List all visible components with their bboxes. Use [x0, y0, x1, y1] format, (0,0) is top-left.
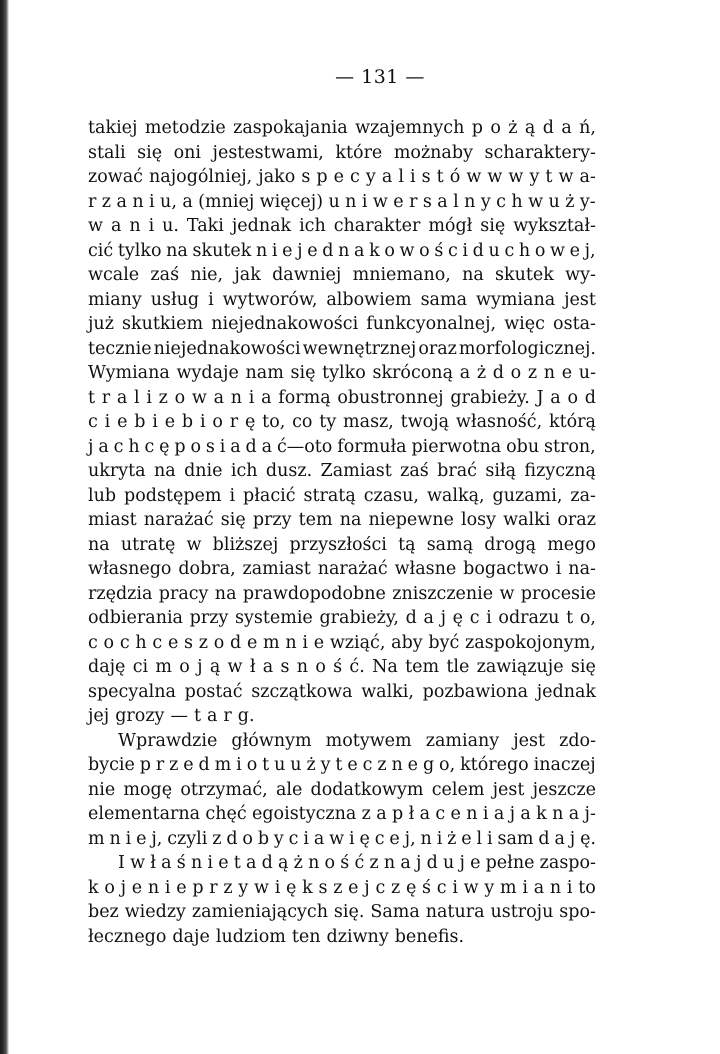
text-line: lub podstępem i płacić stratą czasu, walką, guzami, za- [88, 485, 596, 506]
text-line: elementarna chęć egoistyczna z a p ł a c e n i a j a k n a j- [88, 804, 596, 824]
text-line: wcale zaś nie, jak dawniej mniemano, na skutek wy- [88, 265, 596, 285]
text-line: t r a l i z o w a n i a formą obustronnej grabieży. J a o d [88, 387, 596, 408]
text-line: I w ł a ś n i e t a d ą ż n o ś ć z n a j d u j e pełne zaspo- [118, 853, 596, 873]
text-line: rzędzia pracy na prawdopodobne zniszczenie w procesie [88, 583, 596, 604]
text-line: cić tylko na skutek n i e j e d n a k o w o ś c i d u c h o w e j, [88, 240, 596, 261]
text-line: już skutkiem niejednakowości funkcyonalnej, więc osta- [88, 314, 596, 334]
text-line: miast narażać się przy tem na niepewne losy walki oraz [88, 510, 596, 530]
text-line: w a n i u. Taki jednak ich charakter mógł się wykształ- [88, 216, 596, 236]
text-line: zować najogólniej, jako s p e c y a l i s t ó w w w y t w a- [88, 167, 596, 187]
text-line: bycie p r z e d m i o t u u ż y t e c z n e g o, którego inaczej [88, 755, 596, 775]
text-line: k o j e n i e p r z y w i ę k s z e j c z ę ś c i w y m i a n i to [88, 877, 596, 898]
text-line: łecznego daje ludziom ten dziwny benefis. [88, 926, 465, 947]
page-number: — 131 — [335, 66, 425, 88]
text-line: miany usług i wytworów, albowiem sama wymiana jest [88, 289, 596, 310]
text-line: jej grozy — t a r g. [88, 706, 255, 726]
text-line: nie mogę otrzymać, ale dodatkowym celem jest jeszcze [88, 779, 596, 800]
text-line: daję ci m o j ą w ł a s n o ś ć. Na tem tle zawiązuje się [88, 657, 596, 677]
text-line: r z a n i u, a (mniej więcej) u n i w e r s a l n y c h w u ż y- [88, 191, 596, 212]
text-line: c i e b i e b i o r ę to, co ty masz, twoją własność, którą [88, 412, 596, 432]
book-binding-edge [0, 0, 9, 1054]
text-line: na utratę w bliższej przyszłości tą samą drogą mego [88, 534, 596, 555]
body-text [88, 116, 596, 949]
text-line: specyalna postać szczątkowa walki, pozbawiona jednak [88, 681, 596, 702]
text-line: c o c h c e s z o d e m n i e wziąć, aby być zaspokojonym, [88, 632, 596, 653]
text-line: tecznie niejednakowości wewnętrznej oraz morfologicznej. [88, 338, 596, 359]
text-line: odbierania przy systemie grabieży, d a j ę c i odrazu t o, [88, 608, 596, 628]
text-line: ukryta na dnie ich dusz. Zamiast zaś brać siłą fizyczną [88, 461, 596, 481]
text-line: Wprawdzie głównym motywem zamiany jest zdo- [118, 730, 596, 751]
text-line: m n i e j, czyli z d o b y c i a w i ę c e j, n i ż e l i sam d a j ę. [88, 828, 596, 849]
text-line: bez wiedzy zamieniających się. Sama natura ustroju spo- [88, 902, 596, 922]
text-line: stali się oni jestestwami, które możnaby scharaktery- [88, 142, 596, 163]
text-line: własnego dobra, zamiast narażać własne bogactwo i na- [88, 559, 596, 579]
text-line: j a c h c ę p o s i a d a ć—oto formuła pierwotna obu stron, [88, 436, 596, 457]
text-line: Wymiana wydaje nam się tylko skróconą a ż d o z n e u- [88, 363, 596, 383]
text-line: takiej metodzie zaspokajania wzajemnych p o ż ą d a ń, [88, 118, 596, 138]
